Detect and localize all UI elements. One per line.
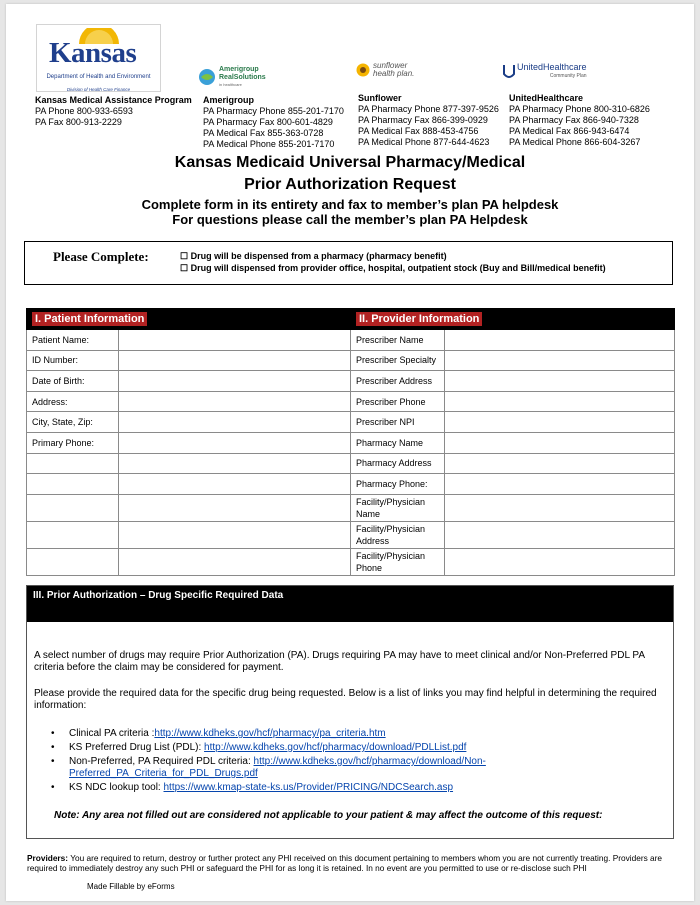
kansas-kdhe-logo bbox=[36, 24, 161, 92]
primary-phone-field[interactable] bbox=[119, 432, 351, 453]
provider-field-label: Prescriber Address bbox=[351, 371, 445, 392]
amerigroup-logo-tag: in healthcare bbox=[219, 82, 242, 87]
patient-field-label: Patient Name: bbox=[27, 330, 119, 351]
pa-intro-paragraph: A select number of drugs may require Prior Authorization (PA). Drugs requiring PA may have to meet clinical and/or Non-Preferred PDL PA criteria before the claim may be considered for payment. bbox=[34, 650, 645, 673]
list-item: • KS Preferred Drug List (PDL): http://www.kdheks.gov/hcf/pharmacy/download/PDLList.pdf bbox=[59, 742, 659, 754]
contact-name: Sunflower bbox=[358, 93, 402, 103]
blank-cell bbox=[27, 474, 119, 495]
contact-name: Kansas Medical Assistance Program bbox=[35, 95, 192, 105]
sunflower-logo-line2: health plan. bbox=[373, 69, 415, 78]
contact-kmap bbox=[35, 95, 192, 128]
id-number-field[interactable] bbox=[119, 350, 351, 371]
kdhe-name: Department of Health and Environment bbox=[46, 74, 151, 80]
list-item: • Clinical PA criteria :http://www.kdheks.gov/hcf/pharmacy/pa_criteria.htm bbox=[59, 728, 659, 740]
provider-field-label: Facility/Physician Name bbox=[351, 494, 445, 521]
required-data-paragraph: Please provide the required data for the specific drug being requested. Below is a list of links you may find helpful in determining the required information: bbox=[34, 688, 657, 711]
uhc-logo-sub: Community Plan bbox=[549, 73, 587, 79]
pharmacy-address-field[interactable] bbox=[445, 453, 675, 474]
date-of-birth-field[interactable] bbox=[119, 371, 351, 392]
provider-info-header: II. Provider Information bbox=[351, 309, 675, 330]
contact-sunflower bbox=[358, 93, 499, 148]
helpdesk-instructions: For questions please call the member’s plan PA Helpdesk bbox=[172, 212, 528, 227]
city-state-zip-field[interactable] bbox=[119, 412, 351, 433]
prescriber-phone-field[interactable] bbox=[445, 391, 675, 412]
contact-line: PA Phone 800-933-6593 bbox=[35, 106, 133, 116]
provider-field-label: Facility/Physician Address bbox=[351, 521, 445, 548]
contact-line: PA Medical Phone 866-604-3267 bbox=[509, 137, 641, 147]
blank-field[interactable] bbox=[119, 453, 351, 474]
contact-line: PA Medical Fax 866-943-6474 bbox=[509, 126, 630, 136]
amerigroup-globe-icon bbox=[198, 68, 216, 86]
blank-field[interactable] bbox=[119, 474, 351, 495]
address-field[interactable] bbox=[119, 391, 351, 412]
provider-field-label: Pharmacy Phone: bbox=[351, 474, 445, 495]
sunflower-logo-line1: sunflower bbox=[373, 61, 408, 70]
prescriber-name-field[interactable] bbox=[445, 330, 675, 351]
contact-line: PA Medical Phone 877-644-4623 bbox=[358, 137, 490, 147]
list-item: • KS NDC lookup tool: https://www.kmap-state-ks.us/Provider/PRICING/NDCSearch.asp bbox=[59, 782, 659, 794]
amerigroup-logo-sub: RealSolutions bbox=[219, 73, 266, 81]
contact-line: PA Fax 800-913-2229 bbox=[35, 117, 122, 127]
list-item: • Non-Preferred, PA Required PDL criteria: http://www.kdheks.gov/hcf/pharmacy/download/Non-Preferred_PA_Criteria_for_PDL_Drugs.pdf bbox=[59, 756, 659, 780]
clinical-pa-criteria-link[interactable]: http://www.kdheks.gov/hcf/pharmacy/pa_criteria.htm bbox=[154, 728, 386, 739]
section3-header: III. Prior Authorization – Drug Specific Required Data bbox=[27, 586, 673, 622]
fax-instructions: Complete form in its entirety and fax to member’s plan PA helpdesk bbox=[141, 197, 559, 212]
contact-amerigroup bbox=[203, 95, 344, 150]
providers-phi-notice: Providers: You are required to return, destroy or further protect any PHI received on this document pertaining to members whom you are not currently treating. Providers are required to immediately destroy any such PHI or safeguard the PHI for as long it is retained. In no event are you permitted to use or re-disclose such PHI bbox=[27, 853, 663, 873]
facility-physician-name-field[interactable] bbox=[445, 494, 675, 521]
pharmacy-phone-field[interactable] bbox=[445, 474, 675, 495]
contact-line: PA Pharmacy Fax 800-601-4829 bbox=[203, 117, 333, 127]
patient-info-header: I. Patient Information bbox=[27, 309, 351, 330]
contact-line: PA Pharmacy Fax 866-940-7328 bbox=[509, 115, 639, 125]
prescriber-address-field[interactable] bbox=[445, 371, 675, 392]
unitedhealthcare-logo bbox=[503, 63, 587, 81]
medical-benefit-checkbox[interactable]: ☐ Drug will dispensed from provider office, hospital, outpatient stock (Buy and Bill/medical benefit) bbox=[180, 263, 606, 273]
not-applicable-note: Note: Any area not filled out are considered not applicable to your patient & may affect the outcome of this request: bbox=[54, 810, 603, 821]
provider-field-label: Facility/Physician Phone bbox=[351, 548, 445, 575]
sunflower-icon bbox=[356, 63, 370, 77]
kansas-wordmark: Kansas bbox=[49, 37, 137, 69]
prescriber-specialty-field[interactable] bbox=[445, 350, 675, 371]
helpful-links-list bbox=[59, 728, 659, 796]
contact-line: PA Pharmacy Phone 800-310-6826 bbox=[509, 104, 650, 114]
contact-unitedhealthcare bbox=[509, 93, 650, 148]
drug-specific-section bbox=[26, 585, 674, 839]
contact-line: PA Pharmacy Fax 866-399-0929 bbox=[358, 115, 488, 125]
contact-line: PA Pharmacy Phone 855-201-7170 bbox=[203, 106, 344, 116]
provider-field-label: Prescriber Name bbox=[351, 330, 445, 351]
preferred-drug-list-link[interactable]: http://www.kdheks.gov/hcf/pharmacy/download/PDLList.pdf bbox=[204, 742, 467, 753]
provider-field-label: Pharmacy Name bbox=[351, 432, 445, 453]
contact-line: PA Pharmacy Phone 877-397-9526 bbox=[358, 104, 499, 114]
amerigroup-logo bbox=[198, 66, 266, 89]
benefit-type-box bbox=[24, 241, 673, 285]
non-preferred-criteria-link[interactable]: http://www.kdheks.gov/hcf/pharmacy/download/Non-Preferred_PA_Criteria_for_PDL_Drugs.pdf bbox=[69, 756, 486, 779]
form-title: Kansas Medicaid Universal Pharmacy/Medical bbox=[174, 154, 526, 171]
prescriber-npi-field[interactable] bbox=[445, 412, 675, 433]
blank-field[interactable] bbox=[119, 548, 351, 575]
pharmacy-benefit-checkbox[interactable]: ☐ Drug will be dispensed from a pharmacy (pharmacy benefit) bbox=[180, 251, 447, 261]
patient-provider-table bbox=[26, 308, 675, 576]
blank-field[interactable] bbox=[119, 494, 351, 521]
patient-field-label: ID Number: bbox=[27, 350, 119, 371]
contact-name: Amerigroup bbox=[203, 95, 255, 105]
patient-name-field[interactable] bbox=[119, 330, 351, 351]
provider-field-label: Prescriber Specialty bbox=[351, 350, 445, 371]
blank-cell bbox=[27, 521, 119, 548]
patient-field-label: Date of Birth: bbox=[27, 371, 119, 392]
facility-physician-phone-field[interactable] bbox=[445, 548, 675, 575]
blank-cell bbox=[27, 453, 119, 474]
patient-field-label: Address: bbox=[27, 391, 119, 412]
uhc-u-icon bbox=[503, 64, 515, 80]
contact-line: PA Medical Phone 855-201-7170 bbox=[203, 139, 335, 149]
contact-line: PA Medical Fax 855-363-0728 bbox=[203, 128, 324, 138]
facility-physician-address-field[interactable] bbox=[445, 521, 675, 548]
provider-field-label: Prescriber NPI bbox=[351, 412, 445, 433]
form-subtitle: Prior Authorization Request bbox=[244, 176, 456, 193]
provider-field-label: Pharmacy Address bbox=[351, 453, 445, 474]
contact-line: PA Medical Fax 888-453-4756 bbox=[358, 126, 479, 136]
pharmacy-name-field[interactable] bbox=[445, 432, 675, 453]
ndc-lookup-link[interactable]: https://www.kmap-state-ks.us/Provider/PRICING/NDCSearch.asp bbox=[163, 782, 454, 793]
made-fillable-credit: Made Fillable by eForms bbox=[87, 882, 175, 891]
patient-field-label: City, State, Zip: bbox=[27, 412, 119, 433]
contact-name: UnitedHealthcare bbox=[509, 93, 584, 103]
blank-cell bbox=[27, 494, 119, 521]
uhc-logo-name: UnitedHealthcare bbox=[517, 62, 587, 72]
please-complete-label: Please Complete: bbox=[53, 249, 149, 264]
provider-field-label: Prescriber Phone bbox=[351, 391, 445, 412]
blank-cell bbox=[27, 548, 119, 575]
blank-field[interactable] bbox=[119, 521, 351, 548]
sunflower-logo bbox=[356, 62, 414, 78]
kdhe-division: Division of Health Care Finance bbox=[66, 87, 131, 92]
patient-field-label: Primary Phone: bbox=[27, 432, 119, 453]
amerigroup-logo-name: Amerigroup bbox=[219, 66, 259, 73]
